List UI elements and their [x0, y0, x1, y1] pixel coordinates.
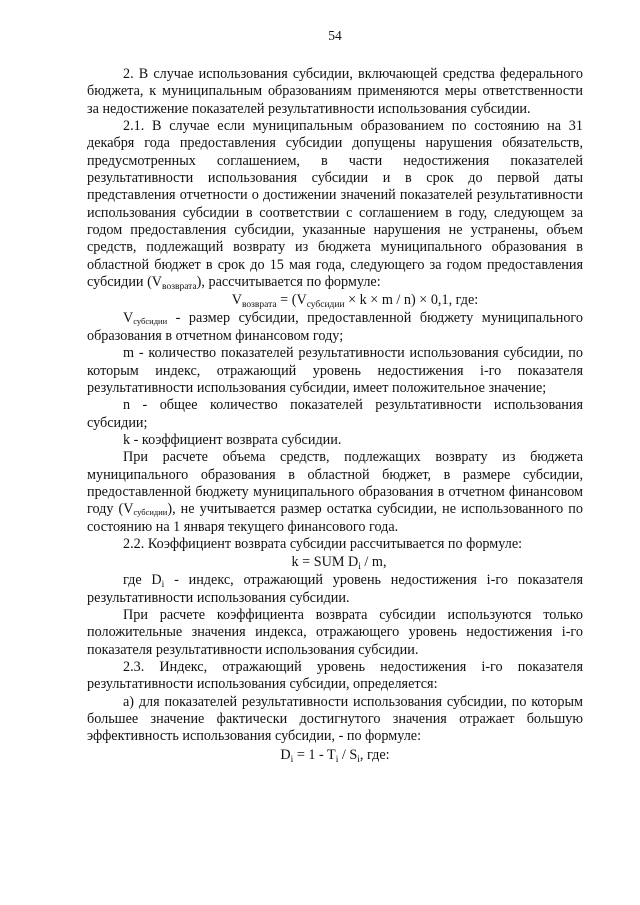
- formula-d-sub1: i: [290, 754, 294, 765]
- def-d-a: где D: [123, 572, 162, 589]
- formula-k: [87, 553, 583, 572]
- formula-d-sub2: i: [335, 754, 339, 765]
- formula-v-sub: возврата: [242, 300, 277, 311]
- definition-v-subsidii: [87, 310, 583, 345]
- paragraph-a: а) для показателей результативности использования субсидии, по которым большее значение фактически достигнутого значения отражает большую эффективность использования субсидии, - по формуле:: [87, 693, 583, 745]
- calc-text-b: ), не учитывается размер остатка субсидии, не использованного по состоянию на 1 января текущего финансового года.: [87, 501, 583, 535]
- formula-v: V: [231, 292, 242, 309]
- definition-n: n - общее количество показателей результативности использования субсидии;: [87, 397, 583, 431]
- formula-k-a: k = SUM D: [291, 554, 359, 571]
- page-number: 54: [328, 28, 342, 43]
- formula-s-sub: субсидии: [306, 300, 345, 311]
- formula-d: [87, 746, 583, 765]
- paragraph-2-1-text-b: ), рассчитывается по формуле:: [196, 274, 381, 291]
- paragraph-2-1-text-a: 2.1. В случае если муниципальным образованием по состоянию на 31 декабря года предоставления субсидии допущены нарушения обязательств, предусмотренных соглашением, в части недостижения показателей результативности использования субсидии и в срок до первой даты представления отчетности о достижении значений показателей результативности использования субсидии в соответствии с соглашением в году, следующем за годом предоставления субсидии, указанные нарушения не устранены, объем средств, подлежащий возврату из бюджета муниципального образования в областной бюджет в срок до 15 мая года, следующего за годом предоставления субсидии (V: [87, 118, 583, 291]
- paragraph-2: 2. В случае использования субсидии, включающей средства федерального бюджета, к муниципальным образованиям применяются меры ответственности за недостижение показателей результативности использования субсидии.: [87, 66, 583, 117]
- def-d-sub: i: [161, 580, 165, 591]
- definition-d: [87, 572, 583, 607]
- def-v-text: - размер субсидии, предоставленной бюджету муниципального образования в отчетном финансовом году;: [87, 310, 583, 344]
- formula-k-b: / m,: [360, 554, 387, 571]
- paragraph-calculation: [87, 449, 583, 536]
- definition-m: m - количество показателей результативности использования субсидии, по которым индекс, отражающий уровень недостижения i-го показателя результативности использования субсидии, имеет положительное значение;: [87, 345, 583, 396]
- def-d-b: - индекс, отражающий уровень недостижения i-го показателя результативности использования субсидии.: [87, 572, 583, 606]
- calc-text-a: При расчете объема средств, подлежащих возврату из бюджета муниципального образования в областной бюджет, в размере субсидии, предоставленной бюджету муниципального образования в отчетном финансовом году (V: [87, 449, 583, 518]
- paragraph-positive-values: При расчете коэффициента возврата субсидии используются только положительные значения индекса, отражающего уровень недостижения i-го показателя результативности использования субсидии.: [87, 606, 583, 658]
- subscript-vozvrata: возврата: [162, 282, 197, 293]
- formula-rest: × k × m / n) × 0,1, где:: [344, 292, 479, 309]
- formula-d-sub3: i: [357, 754, 360, 765]
- definition-k: k - коэффициент возврата субсидии.: [123, 431, 342, 448]
- formula-d-b: = 1 - T: [293, 746, 336, 763]
- def-v-letter: V: [123, 310, 134, 327]
- paragraph-2-3: 2.3. Индекс, отражающий уровень недостижения i-го показателя результативности использования субсидии, определяется:: [87, 659, 583, 693]
- formula-d-c: / S: [338, 746, 358, 763]
- formula-d-d: , где:: [359, 746, 390, 763]
- formula-k-sub: i: [358, 562, 361, 573]
- paragraph-2-1: [87, 118, 583, 291]
- calc-sub: субсидии: [133, 507, 168, 518]
- paragraph-2-2: 2.2. Коэффициент возврата субсидии рассчитывается по формуле:: [123, 535, 523, 552]
- formula-eq: = (V: [276, 292, 307, 309]
- formula-d-a: D: [280, 746, 291, 763]
- def-v-sub: субсидии: [133, 316, 168, 327]
- formula-v-vozvrata: [87, 291, 583, 310]
